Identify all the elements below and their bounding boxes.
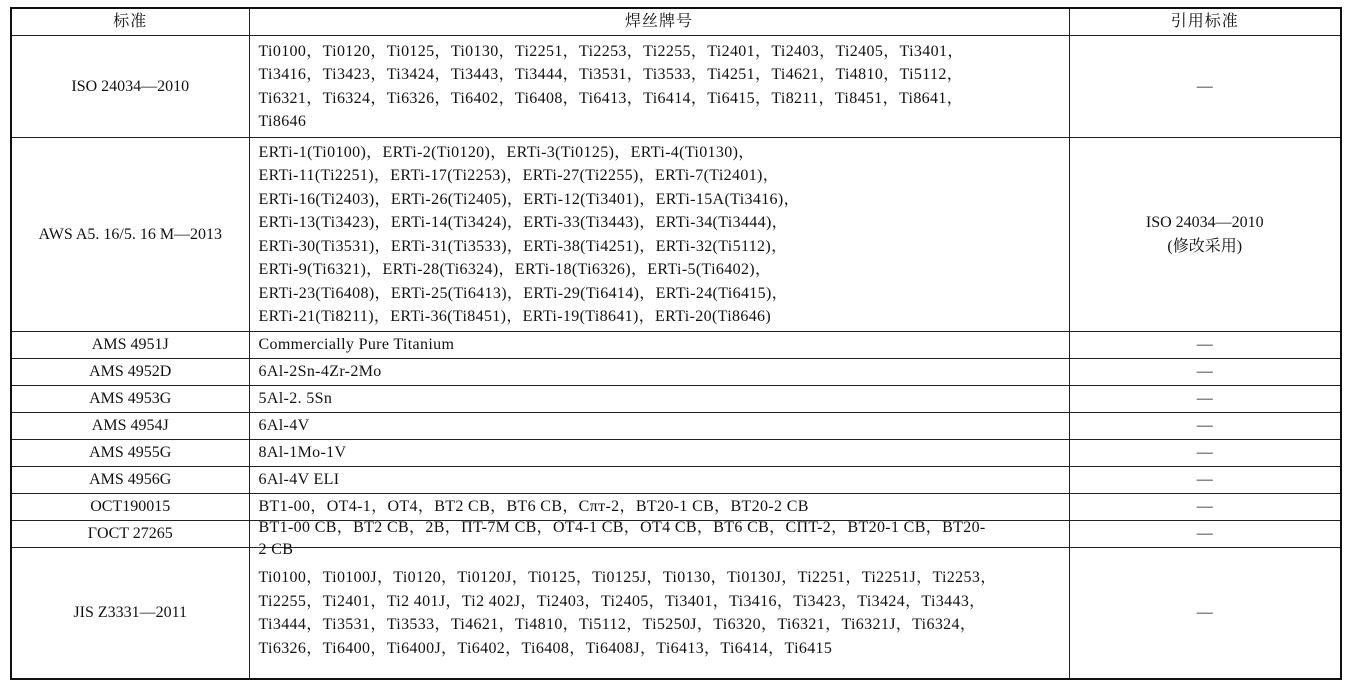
standards-comparison-table	[10, 7, 1342, 680]
wire-grades-cell: BT1-00，OT4-1，OT4，BT2 CB，BT6 CB，Cπт-2，BT20-1 CB，BT20-2 CB	[249, 494, 1069, 521]
standard-cell: JIS Z3331—2011	[11, 548, 249, 680]
header-standard: 标准	[11, 8, 249, 36]
wire-line: ERTi-11(Ti2251)，ERTi-17(Ti2253)，ERTi-27(Ti2255)，ERTi-7(Ti2401)，	[258, 167, 780, 184]
reference-cell: —	[1069, 386, 1341, 413]
standard-cell: AMS 4952D	[11, 359, 249, 386]
wire-grades-cell: 6Al-4V	[249, 413, 1069, 440]
wire-line: ERTi-16(Ti2403)，ERTi-26(Ti2405)，ERTi-12(Ti3401)，ERTi-15A(Ti3416)，	[258, 190, 800, 208]
wire-line: Ti6326，Ti6400，Ti6400J，Ti6402，Ti6408，Ti6408J，Ti6413，Ti6414，Ti6415	[258, 639, 833, 657]
reference-cell: —	[1069, 521, 1341, 548]
reference-cell	[1069, 36, 1341, 138]
table-row	[11, 36, 1341, 138]
wire-line: ERTi-30(Ti3531)，ERTi-31(Ti3533)，ERTi-38(Ti4251)，ERTi-32(Ti5112)，	[258, 237, 788, 255]
standard-cell: AWS A5. 16/5. 16 M—2013	[11, 138, 249, 332]
standard-cell: AMS 4954J	[11, 413, 249, 440]
reference-cell: —	[1069, 467, 1341, 494]
reference-cell: —	[1069, 332, 1341, 359]
standard-cell: AMS 4951J	[11, 332, 249, 359]
table-row	[11, 521, 1341, 548]
wire-line: 2 CB	[258, 541, 294, 558]
table-row	[11, 440, 1341, 467]
standard-cell: OCT190015	[11, 494, 249, 521]
table-header-row	[11, 8, 1341, 36]
reference-adoption-note: (修改采用)	[1167, 237, 1243, 255]
wire-line: ERTi-9(Ti6321)，ERTi-28(Ti6324)，ERTi-18(Ti6326)，ERTi-5(Ti6402)，	[258, 261, 772, 278]
wire-line: Ti3444，Ti3531，Ti3533，Ti4621，Ti4810，Ti5112，Ti5250J，Ti6320，Ti6321，Ti6321J，Ti6324，	[258, 616, 977, 633]
wire-grades-cell	[249, 519, 1069, 558]
wire-line: Ti3416，Ti3423，Ti3424，Ti3443，Ti3444，Ti3531，Ti3533，Ti4251，Ti4621，Ti4810，Ti5112，	[258, 66, 964, 83]
reference-cell	[1069, 138, 1341, 332]
standard-cell: ГOCT 27265	[11, 521, 249, 548]
reference-dash: —	[1196, 77, 1213, 95]
table-row	[11, 467, 1341, 494]
wire-line: Ti0100，Ti0100J，Ti0120，Ti0120J，Ti0125，Ti0125J，Ti0130，Ti0130J，Ti2251，Ti2251J，Ti2253，	[258, 569, 997, 586]
wire-grades-cell: 6Al-2Sn-4Zr-2Mo	[249, 359, 1069, 386]
wire-line: ERTi-23(Ti6408)，ERTi-25(Ti6413)，ERTi-29(Ti6414)，ERTi-24(Ti6415)，	[258, 284, 789, 302]
wire-line: ERTi-21(Ti8211)，ERTi-36(Ti8451)，ERTi-19(Ti8641)，ERTi-20(Ti8646)	[258, 308, 772, 325]
header-reference: 引用标准	[1069, 8, 1341, 36]
reference-cell: —	[1069, 548, 1341, 680]
wire-grades-overflow-text	[259, 517, 1059, 561]
standard-cell: AMS 4956G	[11, 467, 249, 494]
wire-line: Ti8646	[258, 113, 307, 130]
wire-line: Ti2255，Ti2401，Ti2 401J，Ti2 402J，Ti2403，Ti2405，Ti3401，Ti3416，Ti3423，Ti3424，Ti3443，	[258, 592, 986, 610]
wire-grades-cell: 5Al-2. 5Sn	[249, 386, 1069, 413]
table-row	[11, 138, 1341, 332]
table-row	[11, 332, 1341, 359]
wire-grades-cell	[249, 138, 1069, 332]
wire-grades-cell: 6Al-4V ELI	[249, 467, 1069, 494]
wire-line: BT1-00 CB，BT2 CB，2B，ΠT-7M CB，OT4-1 CB，OT4 CB，BT6 CB，CΠT-2，BT20-1 CB，BT20-	[258, 519, 986, 536]
wire-line: ERTi-1(Ti0100)，ERTi-2(Ti0120)，ERTi-3(Ti0125)，ERTi-4(Ti0130)，	[258, 143, 755, 161]
table-row	[11, 548, 1341, 680]
wire-grades-cell	[249, 36, 1069, 138]
reference-cell: —	[1069, 359, 1341, 386]
standard-cell: ISO 24034—2010	[11, 36, 249, 138]
reference-standard: ISO 24034—2010	[1145, 214, 1264, 231]
table-body	[11, 36, 1341, 680]
wire-line: Ti6321，Ti6324，Ti6326，Ti6402，Ti6408，Ti6413，Ti6414，Ti6415，Ti8211，Ti8451，Ti8641，	[258, 89, 964, 107]
wire-grades-cell: Commercially Pure Titanium	[249, 332, 1069, 359]
reference-cell: —	[1069, 440, 1341, 467]
standard-cell: AMS 4955G	[11, 440, 249, 467]
reference-cell: —	[1069, 413, 1341, 440]
table-row	[11, 359, 1341, 386]
standard-cell: AMS 4953G	[11, 386, 249, 413]
wire-grades-cell: 8Al-1Mo-1V	[249, 440, 1069, 467]
wire-grades-cell	[249, 548, 1069, 680]
standards-table-wrapper	[10, 7, 1340, 680]
header-wire-grades: 焊丝牌号	[249, 8, 1069, 36]
wire-line: ERTi-13(Ti3423)，ERTi-14(Ti3424)，ERTi-33(Ti3443)，ERTi-34(Ti3444)，	[258, 214, 789, 231]
table-row	[11, 413, 1341, 440]
table-row	[11, 386, 1341, 413]
reference-cell: —	[1069, 494, 1341, 521]
wire-line: Ti0100，Ti0120，Ti0125，Ti0130，Ti2251，Ti2253，Ti2255，Ti2401，Ti2403，Ti2405，Ti3401，	[258, 42, 964, 60]
